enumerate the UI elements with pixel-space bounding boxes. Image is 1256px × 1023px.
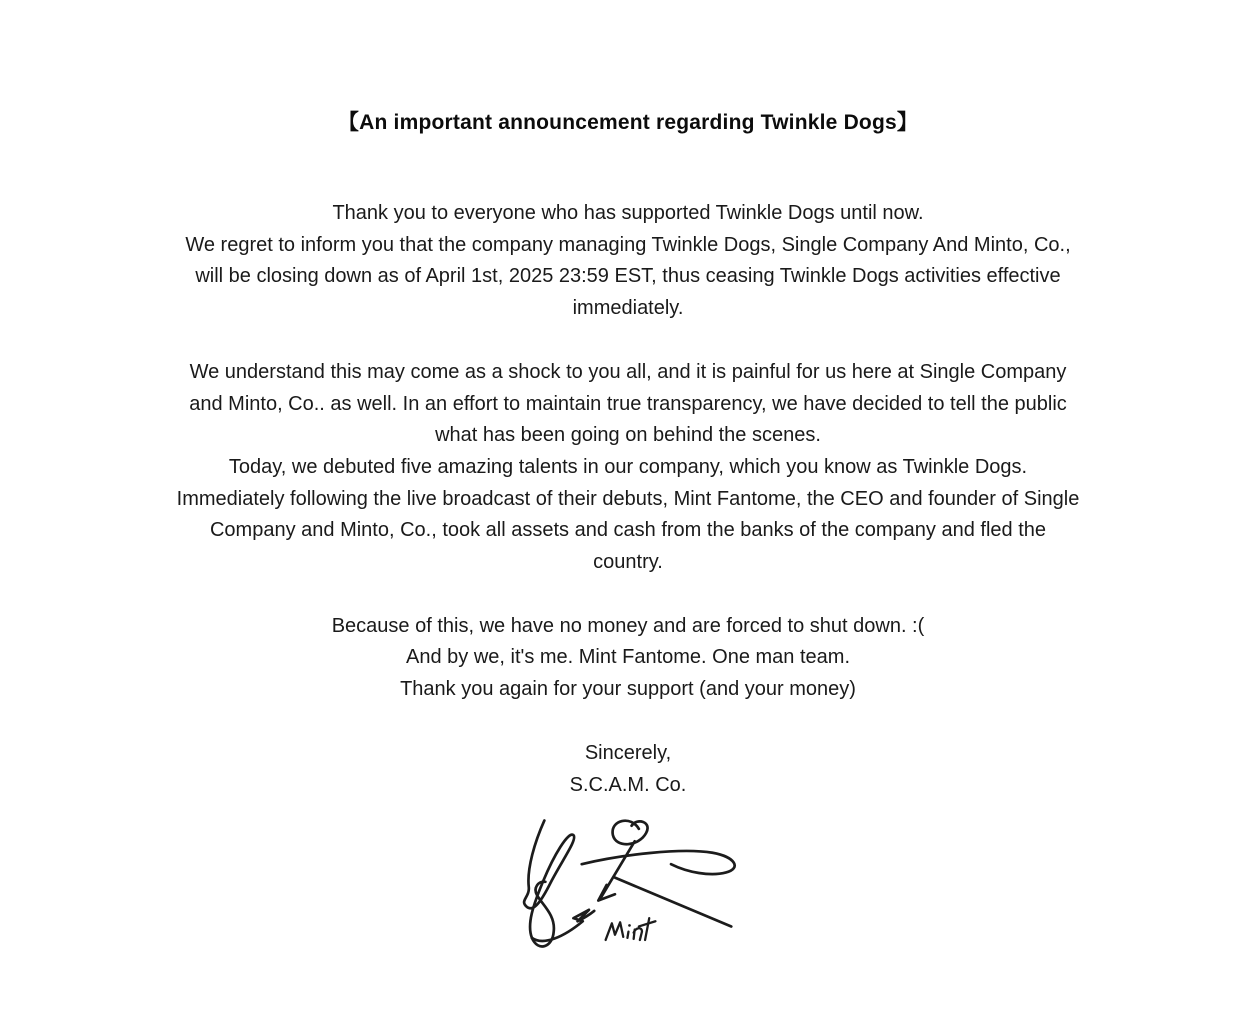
- paragraph-explanation: [78, 357, 1178, 579]
- closing-block: [78, 738, 1178, 801]
- announcement-body: [78, 198, 1178, 982]
- text-line: Thank you again for your support (and your money): [400, 678, 856, 701]
- text-line: Today, we debuted five amazing talents in our company, which you know as Twinkle Dogs.: [228, 455, 1028, 478]
- text-line: And by we, it's me. Mint Fantome. One man team.: [406, 646, 850, 669]
- text-line: We regret to inform you that the company managing Twinkle Dogs, Single Company And Minto, Co.,: [185, 233, 1071, 256]
- text-line: Because of this, we have no money and are forced to shut down. :(: [331, 614, 925, 637]
- signature-block: [78, 803, 1178, 982]
- signature-name-mint: [606, 918, 656, 940]
- signature-scribble-left: [524, 821, 574, 947]
- paragraph-closure-notice: [78, 198, 1178, 325]
- text-line: We understand this may come as a shock to you all, and it is painful for us here at Single Company: [189, 360, 1067, 383]
- handwritten-signature-image: [481, 803, 751, 971]
- signature-arrow-head: [598, 885, 615, 901]
- text-line: will be closing down as of April 1st, 2025 23:59 EST, thus ceasing Twinkle Dogs activities effective: [195, 265, 1061, 288]
- text-line: Thank you to everyone who has supported Twinkle Dogs until now.: [332, 202, 924, 224]
- announcement-title: 【An important announcement regarding Twinkle Dogs】: [337, 111, 919, 134]
- signature-scribble-flatloop: [582, 851, 735, 874]
- text-line: immediately.: [572, 297, 684, 320]
- signature-scribble-diagonal: [615, 878, 731, 927]
- text-line: and Minto, Co.. as well. In an effort to maintain true transparency, we have decided to tell the public: [189, 392, 1067, 415]
- text-line: what has been going on behind the scenes.: [435, 424, 821, 447]
- text-line: country.: [593, 551, 663, 574]
- closing-signatory: S.C.A.M. Co.: [569, 773, 687, 796]
- signature-arrow-shaft: [600, 842, 634, 899]
- signature-scribble-bottom: [532, 910, 594, 941]
- signature-scribble-loop: [613, 821, 648, 845]
- text-line: Immediately following the live broadcast of their debuts, Mint Fantome, the CEO and founder of Single: [176, 487, 1080, 510]
- closing-salutation: Sincerely,: [584, 741, 672, 764]
- paragraph-conclusion: [78, 611, 1178, 706]
- text-line: Company and Minto, Co., took all assets and cash from the banks of the company and fled the: [209, 519, 1047, 542]
